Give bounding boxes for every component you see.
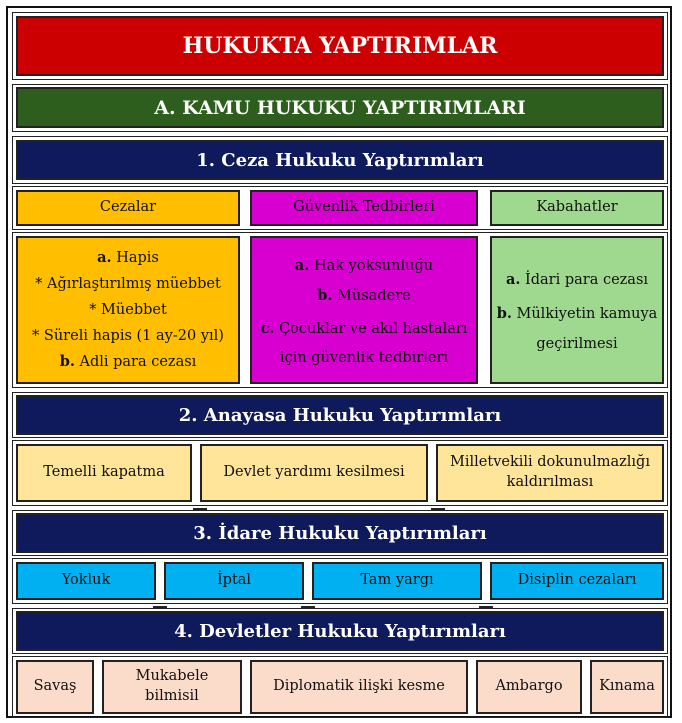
kabahatler-header: Kabahatler xyxy=(490,190,664,226)
anayasa-item: Temelli kapatma xyxy=(16,444,192,502)
anayasa-item: Devlet yardımı kesilmesi xyxy=(200,444,428,502)
ceza-heading: 1. Ceza Hukuku Yaptırımları xyxy=(16,140,664,180)
list-item: b. Müsadere xyxy=(317,287,411,304)
idare-item: Tam yargı xyxy=(312,562,482,600)
kabahatler-list xyxy=(490,236,664,384)
devletler-item: Kınama xyxy=(590,660,664,714)
devletler-item: Diplomatik ilişki kesme xyxy=(250,660,468,714)
idare-item: Disiplin cezaları xyxy=(490,562,664,600)
list-item: * Müebbet xyxy=(89,302,167,318)
devletler-item: Ambargo xyxy=(476,660,582,714)
list-item: a. Hak yoksunluğu xyxy=(294,257,434,274)
idare-heading: 3. İdare Hukuku Yaptırımları xyxy=(16,513,664,553)
page-title: HUKUKTA YAPTIRIMLAR xyxy=(16,16,664,76)
idare-item: Yokluk xyxy=(16,562,156,600)
subtitle: A. KAMU HUKUKU YAPTIRIMLARI xyxy=(16,87,664,128)
devletler-item: Savaş xyxy=(16,660,94,714)
devletler-heading: 4. Devletler Hukuku Yaptırımları xyxy=(16,611,664,651)
list-item: geçirilmesi xyxy=(536,336,618,352)
guvenlik-header: Güvenlik Tedbirleri xyxy=(250,190,478,226)
list-item: için güvenlik tedbirleri xyxy=(279,350,449,366)
list-item: a. İdari para cezası xyxy=(505,271,649,288)
list-item: b. Adli para cezası xyxy=(59,353,197,370)
guvenlik-list xyxy=(250,236,478,384)
list-item: a. Hapis xyxy=(97,249,159,266)
cezalar-header: Cezalar xyxy=(16,190,240,226)
list-item: * Süreli hapis (1 ay-20 yıl) xyxy=(32,328,224,344)
devletler-item: Mukabele bilmisil xyxy=(102,660,242,714)
anayasa-heading: 2. Anayasa Hukuku Yaptırımları xyxy=(16,395,664,435)
idare-item: İptal xyxy=(164,562,304,600)
anayasa-item: Milletvekili dokunulmazlığı kaldırılması xyxy=(436,444,664,502)
list-item: b. Mülkiyetin kamuya xyxy=(496,305,658,322)
list-item: c. Çocuklar ve akıl hastaları xyxy=(260,320,468,337)
list-item: * Ağırlaştırılmış müebbet xyxy=(35,276,221,292)
cezalar-list xyxy=(16,236,240,384)
